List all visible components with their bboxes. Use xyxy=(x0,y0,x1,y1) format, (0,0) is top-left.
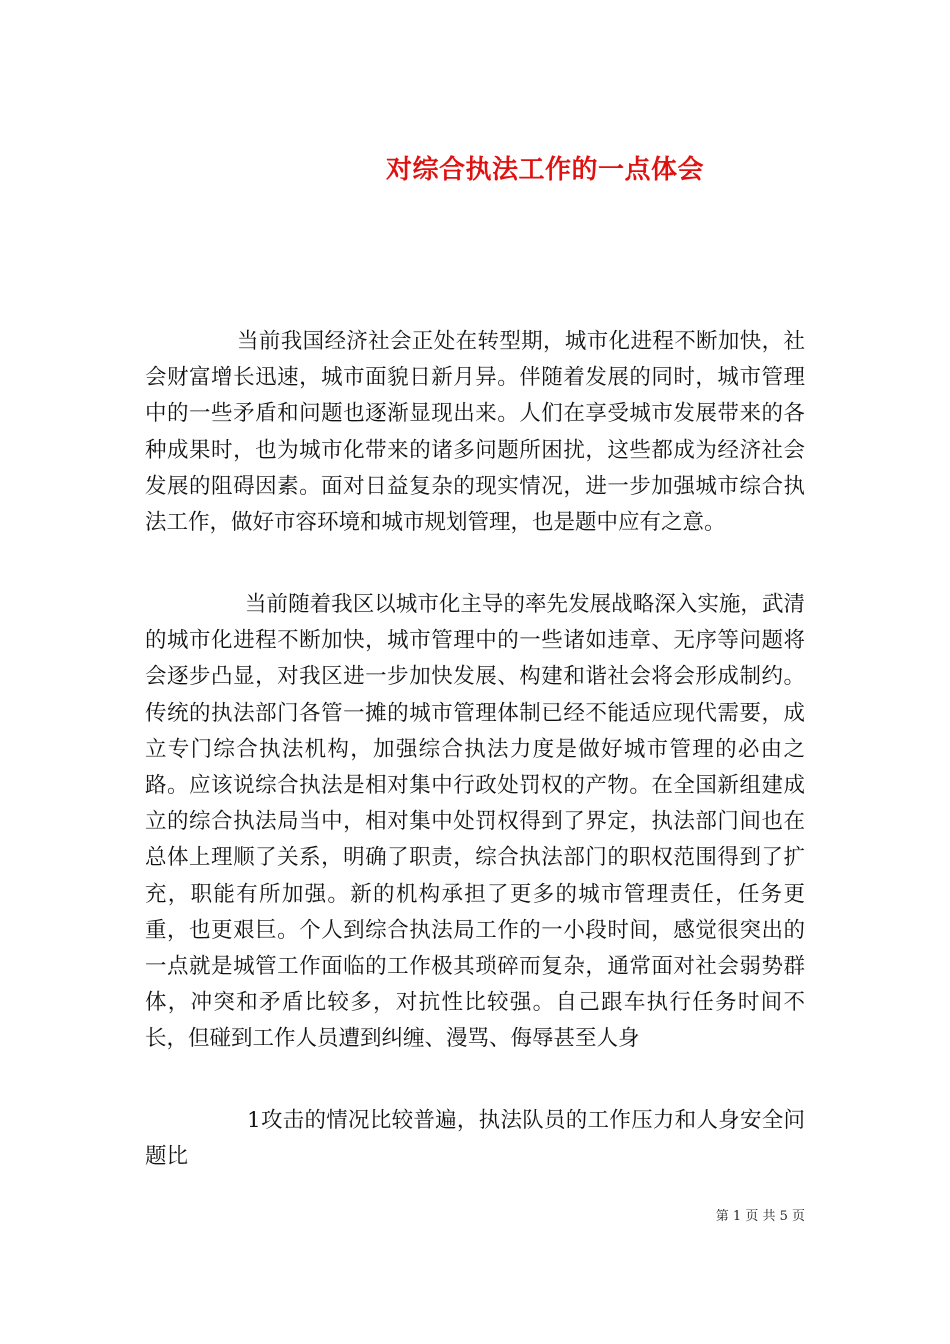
document-title: 对综合执法工作的一点体会 xyxy=(385,155,704,186)
body-paragraph: 当前我国经济社会正处在转型期，城市化进程不断加快，社会财富增长迅速，城市面貌日新月异。伴随着发展的同时，城市管理中的一些矛盾和问题也逐渐显现出来。人们在享受城市发展带来的各种成果时，也为城市化带来的诸多问题所困扰，这些都成为经济社会发展的阻碍因素。面对日益复杂的现实情况，进一步加强城市综合执法工作，做好市容环境和城市规划管理，也是题中应有之意。 xyxy=(145,329,805,536)
body-paragraph: 当前随着我区以城市化主导的率先发展战略深入实施，武清的城市化进程不断加快，城市管理中的一些诸如违章、无序等问题将会逐步凸显，对我区进一步加快发展、构建和谐社会将会形成制约。传统的执法部门各管一摊的城市管理体制已经不能适应现代需要，成立专门综合执法机构，加强综合执法力度是做好城市管理的必由之路。应该说综合执法是相对集中行政处罚权的产物。在全国新组建成立的综合执法局当中，相对集中处罚权得到了界定，执法部门间也在总体上理顺了关系，明确了职责，综合执法部门的职权范围得到了扩充，职能有所加强。新的机构承担了更多的城市管理责任，任务更重，也更艰巨。个人到综合执法局工作的一小段时间，感觉很突出的一点就是城管工作面临的工作极其琐碎而复杂，通常面对社会弱势群体，冲突和矛盾比较多，对抗性比较强。自己跟车执行任务时间不长，但碰到工作人员遭到纠缠、漫骂、侮辱甚至人身 xyxy=(145,592,805,1052)
page-number: 第 1 页 共 5 页 xyxy=(715,1209,805,1224)
body-paragraph: 1攻击的情况比较普遍，执法队员的工作压力和人身安全问题比 xyxy=(145,1108,805,1170)
